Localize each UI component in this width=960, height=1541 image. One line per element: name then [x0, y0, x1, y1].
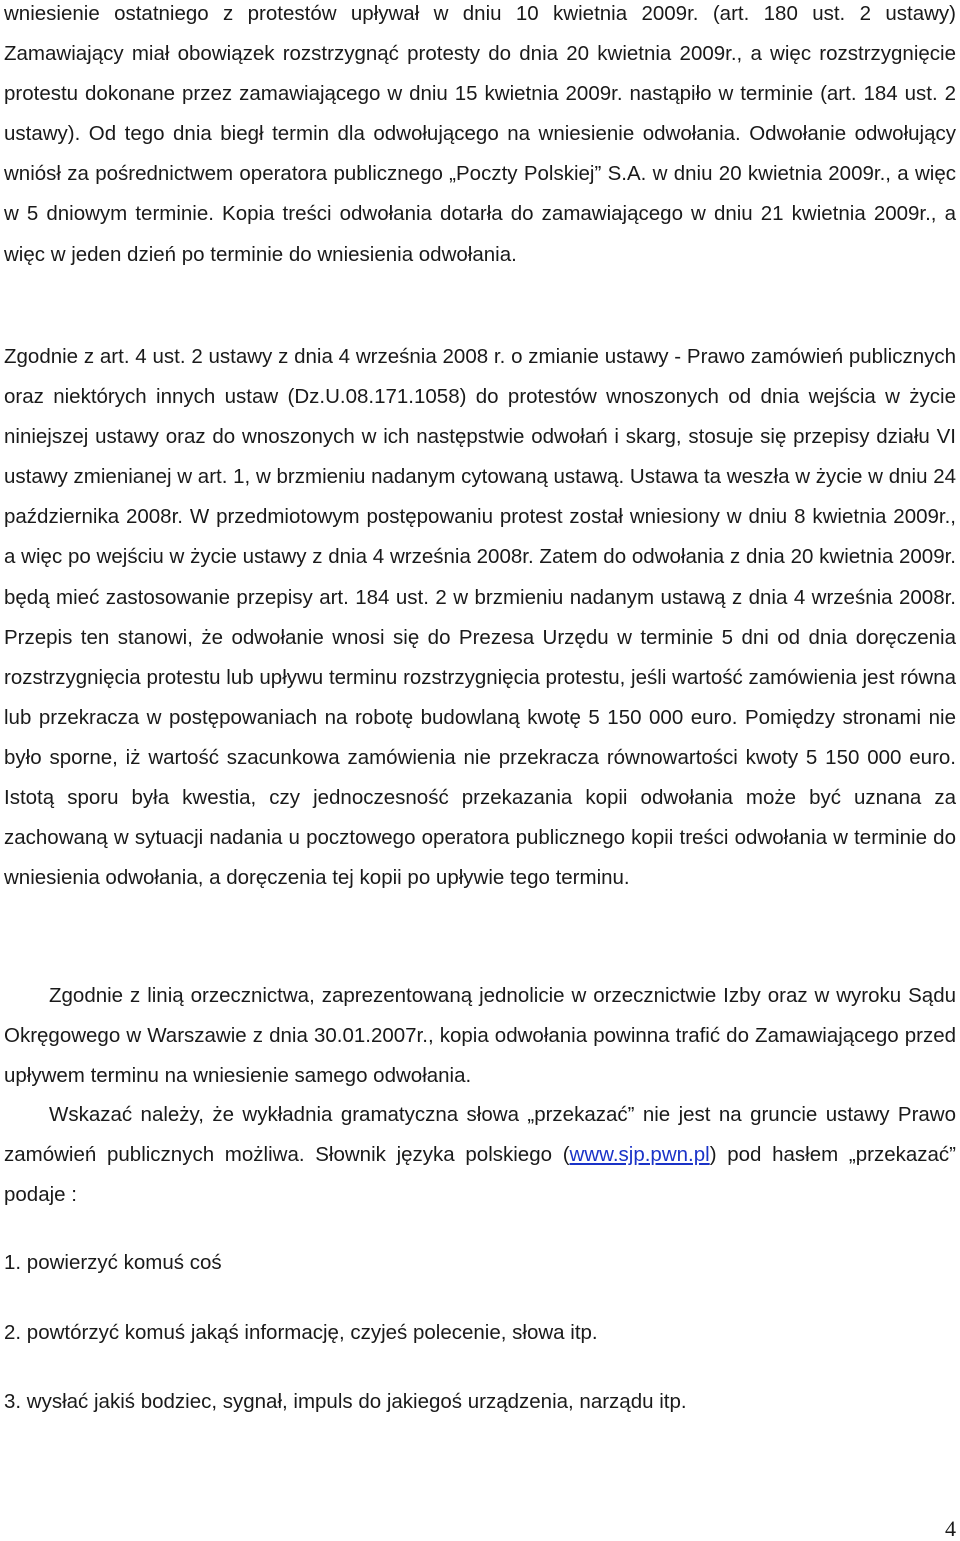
definition-item-3: 3. wysłać jakiś bodziec, sygnał, impuls do jakiegoś urządzenia, narządu itp. — [4, 1390, 687, 1413]
definition-item-1: 1. powierzyć komuś coś — [4, 1251, 222, 1274]
paragraph-text-after-link: ) pod hasłem „przekazać” podaje : — [4, 1143, 956, 1207]
definition-item-2: 2. powtórzyć komuś jakąś informację, czyjeś polecenie, słowa itp. — [4, 1321, 598, 1344]
page-number: 4 — [945, 1516, 956, 1541]
dictionary-link[interactable]: www.sjp.pwn.pl — [569, 1143, 710, 1167]
paragraph-case-law — [4, 976, 956, 1096]
paragraph-protest-deadline: wniesienie ostatniego z protestów upływał w dniu 10 kwietnia 2009r. (art. 180 ust. 2 ustawy) Zamawiający miał obowiązek rozstrzygnąć protesty do dnia 20 kwietnia 2009r., a więc rozstrzygnięcie protestu dokonane przez zamawiającego w dniu 15 kwietnia 2009r. nastąpiło w terminie (art. 184 ust. 2 ustawy). Od tego dnia biegł termin dla odwołującego na wniesienie odwołania. Odwołanie odwołujący wniósł za pośrednictwem operatora publicznego „Poczty Polskiej” S.A. w dniu 20 kwietnia 2009r., a więc w 5 dniowym terminie. Kopia treści odwołania dotarła do zamawiającego w dniu 21 kwietnia 2009r., a więc w jeden dzień po terminie do wniesienia odwołania. — [4, 2, 956, 266]
paragraph-legal-basis: Zgodnie z art. 4 ust. 2 ustawy z dnia 4 września 2008 r. o zmianie ustawy - Prawo zamówień publicznych oraz niektórych innych ustaw (Dz.U.08.171.1058) do protestów wnoszonych od dnia wejścia w życie niniejszej ustawy oraz do wnoszonych w ich następstwie odwołań i skarg, stosuje się przepisy działu VI ustawy zmienianej w art. 1, w brzmieniu nadanym cytowaną ustawą. Ustawa ta weszła w życie w dniu 24 października 2008r. W przedmiotowym postępowaniu protest został wniesiony w dniu 8 kwietnia 2009r., a więc po wejściu w życie ustawy z dnia 4 września 2008r. Zatem do odwołania z dnia 20 kwietnia 2009r. będą mieć zastosowanie przepisy art. 184 ust. 2 w brzmieniu nadanym ustawą z dnia 4 września 2008r. Przepis ten stanowi, że odwołanie wnosi się do Prezesa Urzędu w terminie 5 dni od dnia doręczenia rozstrzygnięcia protestu lub upływu terminu rozstrzygnięcia protestu, jeśli wartość zamówienia jest równa lub przekracza w postępowaniach na robotę budowlaną kwotę 5 150 000 euro. Pomiędzy stronami nie było sporne, iż wartość szacunkowa zamówienia nie przekracza równowartości kwoty 5 150 000 euro. Istotą sporu była kwestia, czy jednoczesność przekazania kopii odwołania może być uznana za zachowaną w sytuacji nadania u pocztowego operatora publicznego kopii treści odwołania w terminie do wniesienia odwołania, a doręczenia tej kopii po upływie tego terminu. — [4, 345, 956, 890]
paragraph-dictionary-reference — [4, 1095, 956, 1215]
paragraph-text-before-link: Wskazać należy, że wykładnia gramatyczna słowa „przekazać” nie jest na gruncie ustawy Prawo zamówień publicznych możliwa. Słownik języka polskiego ( — [4, 1103, 956, 1167]
paragraph-case-law-text: Zgodnie z linią orzecznictwa, zaprezentowaną jednolicie w orzecznictwie Izby oraz w wyroku Sądu Okręgowego w Warszawie z dnia 30.01.2007r., kopia odwołania powinna trafić do Zamawiającego przed upływem terminu na wniesienie samego odwołania. — [4, 984, 956, 1088]
